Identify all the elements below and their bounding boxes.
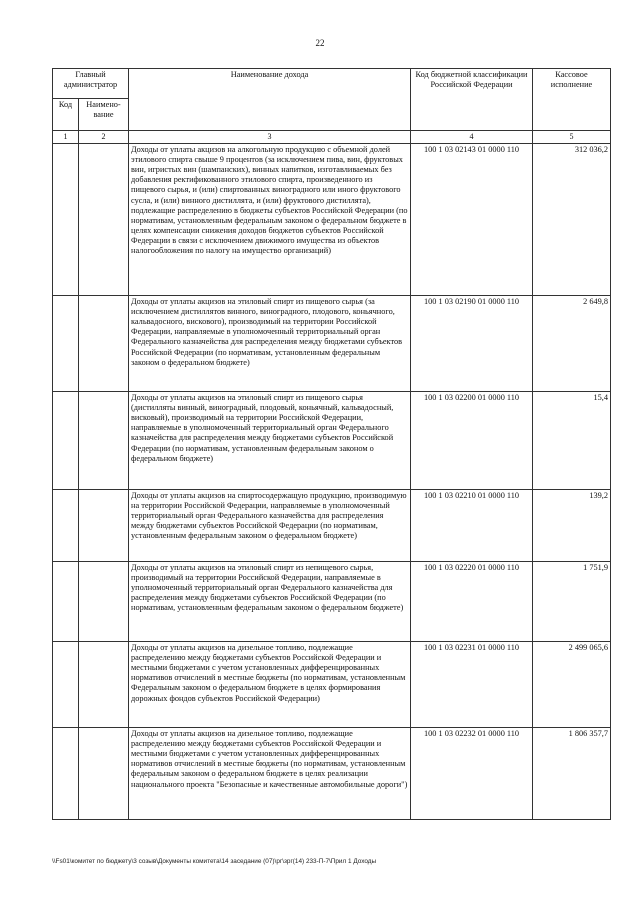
income-name: Доходы от уплаты акцизов на дизельное топливо, подлежащие распределению между бюджетами субъектов Российской Федерации и местными бюджетами с учетом установленных дифференцированных нормативов отчислений в местные бюджеты (по нормативам, установленным Федеральным законом о федеральном бюджете в целях формирования дорожных фондов субъектов Российской Федерации) (129, 642, 411, 728)
header-code: Код (53, 99, 79, 131)
income-name: Доходы от уплаты акцизов на алкогольную продукцию с объемной долей этилового спирта свыше 9 процентов (за исключением пива, вин, фруктовых вин, игристых вин (шампанских), винных напитков, изготавливаемых без добавления ректификованного этилового спирта, произведенного из пищевого сырья, и (или) спиртованных виноградного или иного фруктового сусла, и (или) винного дистиллята, и (или) фруктового дистиллята), подлежащие распределению в бюджеты субъектов Российской Федерации (по нормативам, установленным федеральным законом о федеральном бюджете в целях компенсации снижения доходов бюджетов субъектов Российской Федерации в связи с исключением движимого имущества из объектов налогообложения по налогу на имущество организаций) (129, 144, 411, 296)
cash-amount: 2 649,8 (533, 296, 611, 392)
budget-code: 100 1 03 02220 01 0000 110 (411, 562, 533, 642)
column-number: 3 (129, 131, 411, 144)
header-admin-group: Главный администратор (53, 69, 129, 99)
header-name-short: Наимено-вание (79, 99, 129, 131)
page-number: 22 (315, 38, 325, 48)
header-budget-code: Код бюджетной классификации Российской Федерации (411, 69, 533, 131)
table-row (53, 296, 611, 392)
column-number: 2 (79, 131, 129, 144)
table-row (53, 728, 611, 820)
income-name: Доходы от уплаты акцизов на этиловый спирт из пищевого сырья (за исключением дистиллятов винного, виноградного, плодового, коньячного, кальвадосного, вискового), производимый на территории Российской Федерации, направляемые в уполномоченный территориальный орган Федерального казначейства для распределения между бюджетами субъектов Российской Федерации (по нормативам, установленным федеральным законом о федеральном бюджете) (129, 296, 411, 392)
header-income-name: Наименование дохода (129, 69, 411, 131)
budget-code: 100 1 03 02210 01 0000 110 (411, 490, 533, 562)
table-row (53, 562, 611, 642)
column-number: 4 (411, 131, 533, 144)
cash-amount: 2 499 065,6 (533, 642, 611, 728)
table-row (53, 490, 611, 562)
income-name: Доходы от уплаты акцизов на этиловый спирт из непищевого сырья, производимый на территории Российской Федерации, направляемые в уполномоченный территориальный орган Федерального казначейства для распределения между бюджетами субъектов Российской Федерации (по нормативам, установленным федеральным законом о федеральном бюджете) (129, 562, 411, 642)
budget-code: 100 1 03 02232 01 0000 110 (411, 728, 533, 820)
income-name: Доходы от уплаты акцизов на дизельное топливо, подлежащие распределению между бюджетами субъектов Российской Федерации и местными бюджетами с учетом установленных дифференцированных нормативов отчислений в местные бюджеты (по нормативам, установленным федеральным законом о федеральном бюджете в целях реализации национального проекта "Безопасные и качественные автомобильные дороги") (129, 728, 411, 820)
table-row (53, 144, 611, 296)
column-number: 5 (533, 131, 611, 144)
column-number: 1 (53, 131, 79, 144)
cash-amount: 1 806 357,7 (533, 728, 611, 820)
file-path-footer: \\Fs01\комитет по бюджету\3 созыв\Документы комитета\14 заседание (07)\рг\зрг(14) 233-П-7\Прил 1 Доходы (52, 858, 377, 865)
income-table (52, 68, 611, 820)
table-row (53, 642, 611, 728)
income-name: Доходы от уплаты акцизов на этиловый спирт из пищевого сырья (дистилляты винный, виноградный, плодовый, коньячный, кальвадосный, висковый), производимый на территории Российской Федерации, направляемые в уполномоченный территориальный орган Федерального казначейства для распределения между бюджетами субъектов Российской Федерации (по нормативам, установленным федеральным законом о федеральном бюджете) (129, 392, 411, 490)
budget-code: 100 1 03 02190 01 0000 110 (411, 296, 533, 392)
cash-amount: 1 751,9 (533, 562, 611, 642)
income-name: Доходы от уплаты акцизов на спиртосодержащую продукцию, производимую на территории Российской Федерации, направляемые в уполномоченный территориальный орган Федерального казначейства для распределения между бюджетами субъектов Российской Федерации (по нормативам, установленным федеральным законом о федеральном бюджете) (129, 490, 411, 562)
column-number-row (53, 131, 611, 144)
header-cash: Кассовое исполнение (533, 69, 611, 131)
cash-amount: 139,2 (533, 490, 611, 562)
table-row (53, 392, 611, 490)
budget-code: 100 1 03 02231 01 0000 110 (411, 642, 533, 728)
cash-amount: 15,4 (533, 392, 611, 490)
cash-amount: 312 036,2 (533, 144, 611, 296)
budget-code: 100 1 03 02200 01 0000 110 (411, 392, 533, 490)
budget-code: 100 1 03 02143 01 0000 110 (411, 144, 533, 296)
